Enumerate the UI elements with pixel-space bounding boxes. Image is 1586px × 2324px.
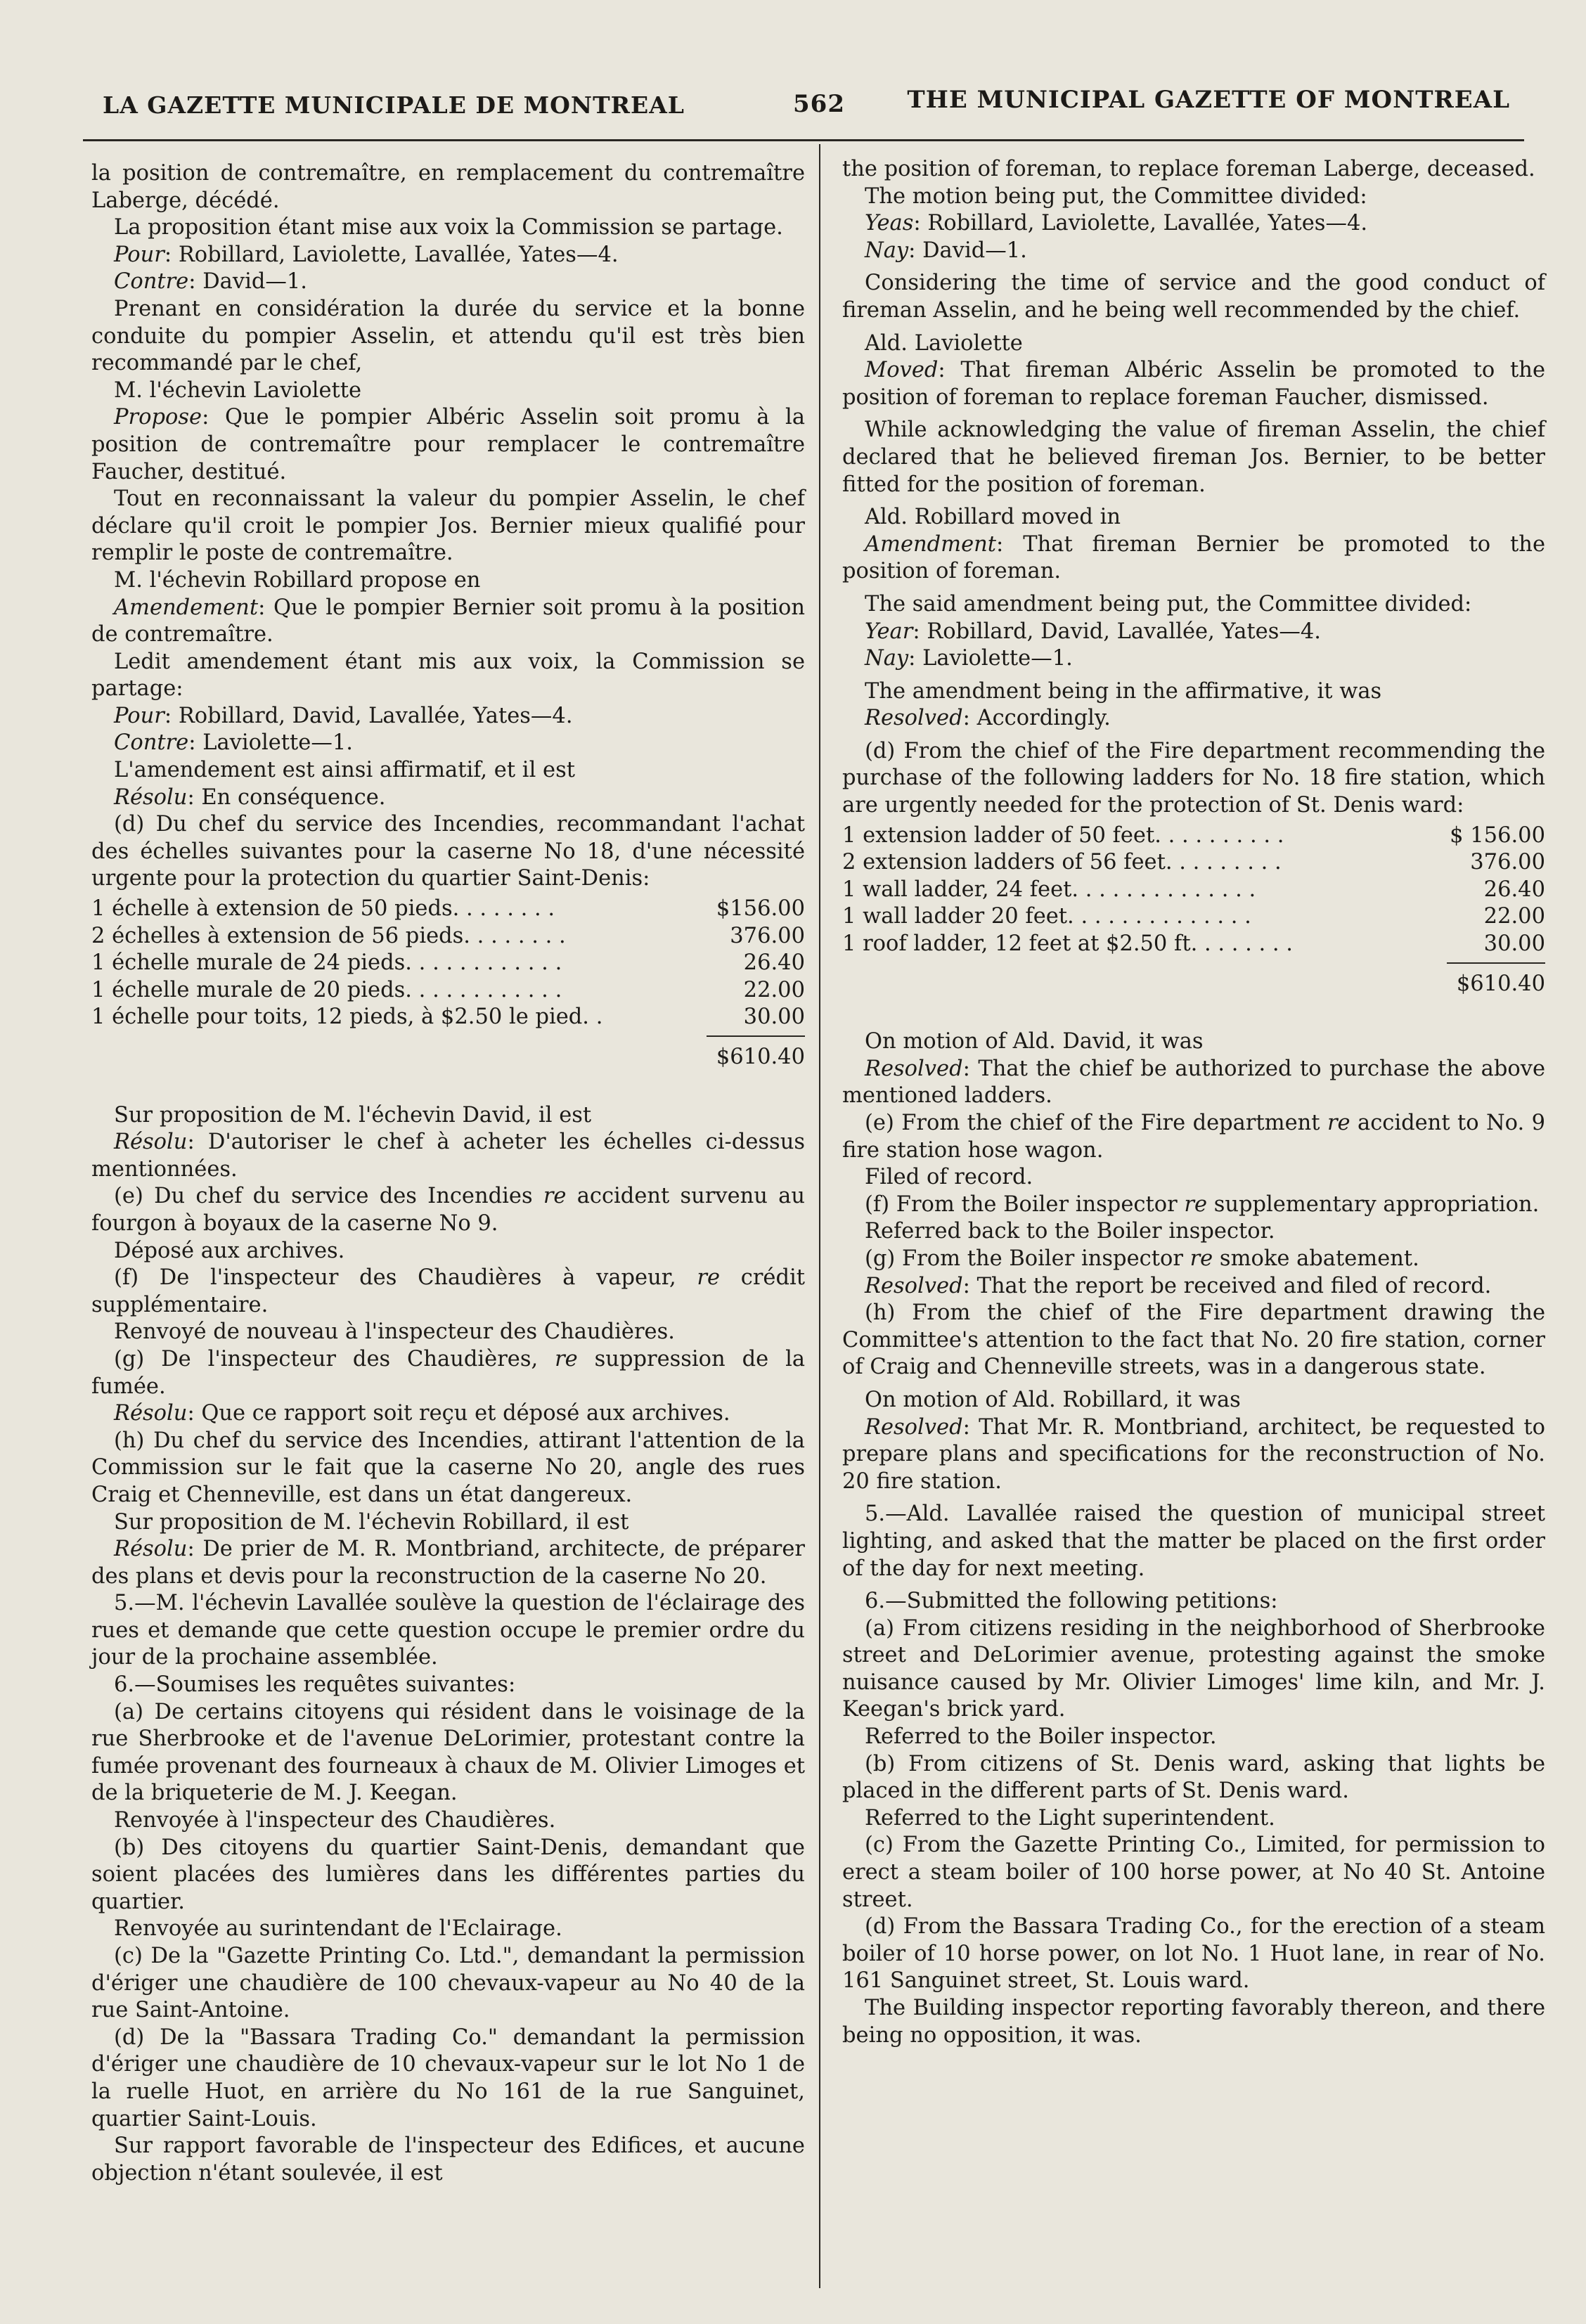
header-rule xyxy=(83,139,1524,141)
paragraph: (a) De certains citoyens qui résident dans le voisinage de la rue Sherbrooke et de l'avenue DeLorimier, protestant contre la fumée provenant des fourneaux à chaux de M. Olivier Limoges et de la briqueterie de M. J. Keegan. xyxy=(91,1699,805,1806)
page-header xyxy=(83,86,1510,135)
paragraph: 5.—Ald. Lavallée raised the question of municipal street lighting, and asked that the matter be placed on the first order of the day for next meeting. xyxy=(842,1502,1545,1581)
resolution: Resolved: That the report be received and filed of record. xyxy=(865,1273,1492,1298)
list-item: 1 échelle murale de 20 pieds. . . . . . . . . . . . 22.00 xyxy=(91,977,805,1002)
paragraph: (d) From the chief of the Fire department recommending the purchase of the following ladders for No. 18 fire station, which are urgently needed for the protection of St. Denis ward: xyxy=(842,738,1545,818)
paragraph: L'amendement est ainsi affirmatif, et il est xyxy=(114,758,575,783)
paragraph: the position of foreman, to replace foreman Laberge, deceased. xyxy=(842,157,1535,181)
amendment: Amendement: Que le pompier Bernier soit promu à la position de contremaître. xyxy=(91,595,805,647)
motion: Propose: Que le pompier Albéric Asselin soit promu à la position de contremaître pour remplacer le contremaître Faucher, destitué. xyxy=(91,405,805,484)
paragraph: Referred to the Light superintendent. xyxy=(865,1805,1275,1831)
paragraph: On motion of Ald. David, it was xyxy=(865,1029,1204,1054)
paragraph: (d) From the Bassara Trading Co., for the erection of a steam boiler of 10 horse power, on lot No. 1 Huot lane, in rear of No. 161 Sanguinet street, St. Louis ward. xyxy=(842,1914,1545,1994)
paragraph: (g) De l'inspecteur des Chaudières, re suppression de la fumée. xyxy=(91,1346,806,1399)
paragraph: Prenant en considération la durée du service et la bonne conduite du pompier Asselin, et attendu qu'il est très bien recommandé par le chef, xyxy=(91,296,805,376)
amendment: Amendment: That fireman Bernier be promoted to the position of foreman. xyxy=(842,531,1545,584)
paragraph: (b) Des citoyens du quartier Saint-Denis, demandant que soient placées des lumières dans les différentes parties du quartier. xyxy=(91,1835,805,1914)
ladder-list xyxy=(91,896,805,1071)
paragraph: The Building inspector reporting favorably thereon, and there being no opposition, it was. xyxy=(842,1996,1545,2048)
paragraph: (f) From the Boiler inspector re supplementary appropriation. xyxy=(865,1192,1540,1217)
resolution: Résolu: D'autoriser le chef à acheter les échelles ci-dessus mentionnées. xyxy=(91,1130,805,1182)
paragraph: 6.—Submitted the following petitions: xyxy=(865,1589,1278,1614)
resolution: Resolved: That the chief be authorized to purchase the above mentioned ladders. xyxy=(842,1056,1545,1109)
paragraph: Sur proposition de M. l'échevin Robillard, il est xyxy=(114,1509,629,1535)
total-amount: $610.40 xyxy=(91,1035,805,1071)
paragraph: Ledit amendement étant mis aux voix, la Commission se partage: xyxy=(91,649,805,702)
paragraph: (h) Du chef du service des Incendies, attirant l'attention de la Commission sur le fait que la caserne No 20, angle des rues Craig et Chenneville, est dans un état dangereux. xyxy=(91,1428,805,1507)
paragraph: (c) From the Gazette Printing Co., Limited, for permission to erect a steam boiler of 100 horse power, at No 40 St. Antoine street. xyxy=(842,1833,1545,1912)
vote-for: Pour: Robillard, David, Lavallée, Yates—4. xyxy=(114,703,573,728)
vote-against: Contre: Laviolette—1. xyxy=(114,730,353,756)
paragraph: Tout en reconnaissant la valeur du pompier Asselin, le chef déclare qu'il croit le pompier Jos. Bernier mieux qualifié pour remplir le poste de contremaître. xyxy=(91,486,805,566)
paragraph: (d) De la "Bassara Trading Co." demandant la permission d'ériger une chaudière de 10 chevaux-vapeur sur le lot No 1 de la ruelle Huot, en arrière du No 161 de la rue Sanguinet, quartier Saint-Louis. xyxy=(91,2025,805,2131)
paragraph: The amendment being in the affirmative, it was xyxy=(865,678,1382,704)
ladder-list xyxy=(842,822,1545,998)
list-item: 1 wall ladder 20 feet. . . . . . . . . . . . . . 22.00 xyxy=(842,904,1545,929)
list-item: 1 échelle pour toits, 12 pieds, à $2.50 le pied. . 30.00 xyxy=(91,1005,805,1030)
vote-for: Year: Robillard, David, Lavallée, Yates—4. xyxy=(865,619,1321,644)
list-item: 1 échelle murale de 24 pieds. . . . . . . . . . . . 26.40 xyxy=(91,950,805,976)
english-column xyxy=(842,156,1545,2049)
list-item: 1 roof ladder, 12 feet at $2.50 ft. . . . . . . . 30.00 xyxy=(842,931,1545,957)
vote-for: Yeas: Robillard, Laviolette, Lavallée, Yates—4. xyxy=(865,211,1368,236)
column-divider xyxy=(819,144,820,2288)
paragraph: The motion being put, the Committee divided: xyxy=(865,183,1367,209)
paragraph: M. l'échevin Laviolette xyxy=(114,377,362,403)
paragraph: (f) De l'inspecteur des Chaudières à vapeur, re crédit supplémentaire. xyxy=(91,1265,805,1317)
vote-for: Pour: Robillard, Laviolette, Lavallée, Yates—4. xyxy=(114,242,619,267)
paragraph: Considering the time of service and the good conduct of fireman Asselin, and he being well recommended by the chief. xyxy=(842,271,1545,323)
paragraph: (c) De la "Gazette Printing Co. Ltd.", demandant la permission d'ériger une chaudière de 100 chevaux-vapeur au No 40 de la rue Saint-Antoine. xyxy=(91,1944,805,2023)
paragraph: Déposé aux archives. xyxy=(114,1238,345,1263)
paragraph: La proposition étant mise aux voix la Commission se partage. xyxy=(114,215,783,240)
vote-against: Nay: Laviolette—1. xyxy=(865,646,1073,671)
paragraph: Renvoyé de nouveau à l'inspecteur des Chaudières. xyxy=(114,1319,675,1345)
paragraph: While acknowledging the value of fireman Asselin, the chief declared that he believed fireman Jos. Bernier, to be better fitted for the position of foreman. xyxy=(842,418,1545,497)
list-item: 1 wall ladder, 24 feet. . . . . . . . . . . . . . 26.40 xyxy=(842,877,1545,902)
resolution: Resolved: That Mr. R. Montbriand, architect, be requested to prepare plans and specifications for the reconstruction of No. 20 fire station. xyxy=(842,1414,1545,1494)
list-item: 1 extension ladder of 50 feet. . . . . . . . . . $ 156.00 xyxy=(842,822,1545,848)
paragraph: 6.—Soumises les requêtes suivantes: xyxy=(114,1672,516,1698)
paragraph: Sur proposition de M. l'échevin David, il est xyxy=(114,1102,592,1128)
paragraph: Filed of record. xyxy=(865,1165,1033,1190)
paragraph: Ald. Laviolette xyxy=(865,330,1023,356)
paragraph: (b) From citizens of St. Denis ward, asking that lights be placed in the different parts of St. Denis ward. xyxy=(842,1751,1545,1804)
header-title-french: LA GAZETTE MUNICIPALE DE MONTREAL xyxy=(103,91,685,119)
paragraph: Referred to the Boiler inspector. xyxy=(865,1724,1217,1750)
paragraph: Sur rapport favorable de l'inspecteur des Edifices, et aucune objection n'étant soulevée, il est xyxy=(91,2133,805,2186)
resolution: Resolved: Accordingly. xyxy=(865,706,1111,731)
paragraph: Ald. Robillard moved in xyxy=(865,505,1121,530)
paragraph: (e) Du chef du service des Incendies re accident survenu au fourgon à boyaux de la caserne No 9. xyxy=(91,1184,805,1236)
motion: Moved: That fireman Albéric Asselin be promoted to the position of foreman to replace foreman Faucher, dismissed. xyxy=(842,358,1545,410)
paragraph: la position de contremaître, en remplacement du contremaître Laberge, décédé. xyxy=(91,161,805,213)
list-item: 2 extension ladders of 56 feet. . . . . . . . . 376.00 xyxy=(842,850,1545,875)
total-amount: $610.40 xyxy=(842,962,1545,998)
resolution: Résolu: En conséquence. xyxy=(114,785,386,810)
paragraph: (a) From citizens residing in the neighborhood of Sherbrooke street and DeLorimier avenue, protesting against the smoke nuisance caused by Mr. Olivier Limoges' lime kiln, and Mr. J. Keegan's brick yard. xyxy=(842,1615,1545,1722)
paragraph: The said amendment being put, the Committee divided: xyxy=(865,591,1472,616)
resolution: Résolu: De prier de M. R. Montbriand, architecte, de préparer des plans et devis pour la reconstruction de la caserne No 20. xyxy=(91,1537,805,1589)
paragraph: Renvoyée au surintendant de l'Eclairage. xyxy=(114,1916,562,1942)
paragraph: (g) From the Boiler inspector re smoke abatement. xyxy=(865,1246,1419,1271)
resolution: Résolu: Que ce rapport soit reçu et déposé aux archives. xyxy=(114,1401,730,1426)
paragraph: (d) Du chef du service des Incendies, recommandant l'achat des échelles suivantes pour la caserne No 18, d'une nécessité urgente pour la protection du quartier Saint-Denis: xyxy=(91,812,805,891)
paragraph: On motion of Ald. Robillard, it was xyxy=(865,1387,1241,1412)
paragraph: 5.—M. l'échevin Lavallée soulève la question de l'éclairage des rues et demande que cette question occupe le premier ordre du jour de la prochaine assemblée. xyxy=(91,1591,805,1670)
french-column xyxy=(91,160,805,2187)
page-number: 562 xyxy=(793,90,845,118)
list-item: 2 échelles à extension de 56 pieds. . . . . . . . 376.00 xyxy=(91,923,805,948)
paragraph: M. l'échevin Robillard propose en xyxy=(114,567,481,593)
header-title-english: THE MUNICIPAL GAZETTE OF MONTREAL xyxy=(907,86,1510,114)
paragraph: Renvoyée à l'inspecteur des Chaudières. xyxy=(114,1808,556,1833)
vote-against: Contre: David—1. xyxy=(114,269,307,295)
paragraph: Referred back to the Boiler inspector. xyxy=(865,1219,1275,1244)
list-item: 1 échelle à extension de 50 pieds. . . . . . . . $156.00 xyxy=(91,896,805,922)
paragraph: (h) From the chief of the Fire department drawing the Committee's attention to the fact that No. 20 fire station, corner of Craig and Chenneville streets, was in a dangerous state. xyxy=(842,1300,1545,1380)
paragraph: (e) From the chief of the Fire department re accident to No. 9 fire station hose wagon. xyxy=(842,1111,1546,1163)
vote-against: Nay: David—1. xyxy=(865,238,1027,263)
